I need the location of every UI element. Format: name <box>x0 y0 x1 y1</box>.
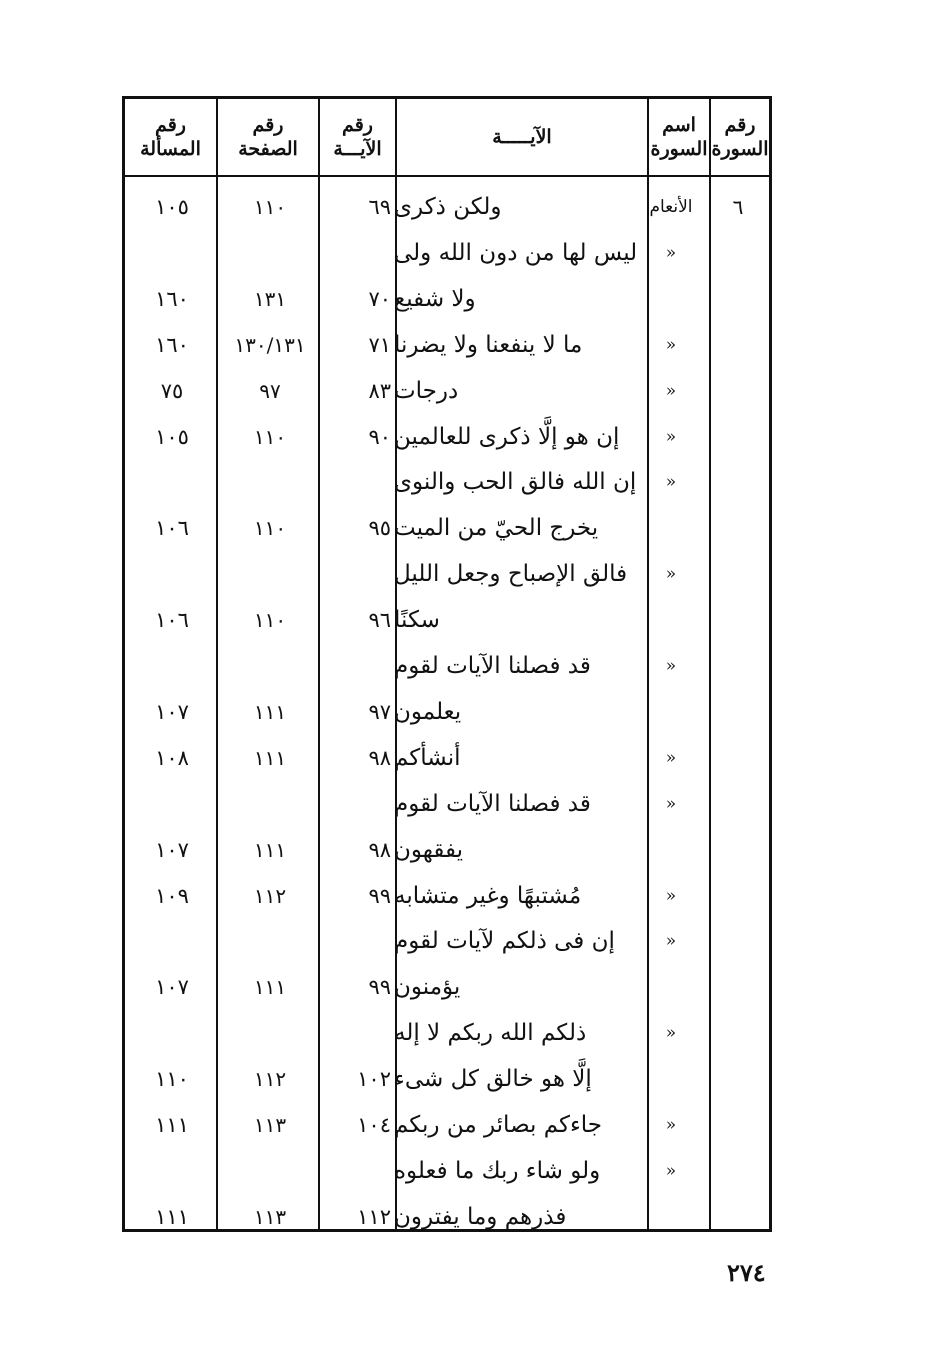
masala-number-cell: ١٠٧ <box>155 699 189 724</box>
surah-number-cell <box>707 459 769 505</box>
aya-number-cell: ٩٩ <box>368 883 391 908</box>
table-row <box>125 735 769 781</box>
page-number-cell: ٩٧ <box>259 378 281 403</box>
masala-number-cell <box>125 918 219 964</box>
masala-number-cell: ٧٥ <box>160 378 184 403</box>
page-number-cell <box>220 918 320 964</box>
verse-cell: سكنًا <box>394 607 440 634</box>
index-table <box>122 96 772 1232</box>
header-surah-name <box>649 99 709 175</box>
masala-number-cell: ١٠٦ <box>155 516 189 541</box>
masala-number-cell: ١١١ <box>155 1204 189 1229</box>
surah-number-cell <box>707 230 769 276</box>
page-number-cell: ١٣١ <box>253 286 287 311</box>
page-number: ٢٧٤ <box>727 1258 766 1287</box>
aya-number-cell <box>321 230 397 276</box>
table-row <box>125 597 769 643</box>
surah-number-cell: ٦ <box>732 195 744 219</box>
page-number-cell: ١٣٠/١٣١ <box>234 332 306 357</box>
page-number-cell: ١١١ <box>253 837 287 862</box>
surah-number-cell <box>707 414 769 460</box>
surah-name-cell: » <box>665 380 677 401</box>
surah-name-cell: » <box>665 793 677 814</box>
surah-number-cell <box>707 1056 769 1102</box>
page-number-cell: ١١٠ <box>253 195 287 219</box>
table-row <box>125 230 769 276</box>
verse-cell: قد فصلنا الآيات لقوم <box>394 790 591 817</box>
masala-number-cell <box>125 643 219 689</box>
surah-name-cell: » <box>665 472 677 493</box>
aya-number-cell <box>321 643 397 689</box>
surah-number-cell <box>707 643 769 689</box>
verse-cell: ولو شاء ربك ما فعلوه <box>394 1157 601 1184</box>
header-aya-number-line1: رقم <box>342 114 373 136</box>
page-number-cell <box>220 781 320 827</box>
surah-name-cell <box>636 505 706 551</box>
surah-name-cell <box>636 689 706 735</box>
surah-number-cell <box>707 1194 769 1240</box>
aya-number-cell: ٦٩ <box>368 195 391 219</box>
masala-number-cell: ١٦٠ <box>155 332 189 357</box>
verse-cell: يعلمون <box>394 698 462 725</box>
aya-number-cell: ٧٠ <box>368 286 391 311</box>
surah-number-cell <box>707 827 769 873</box>
masala-number-cell: ١٠٧ <box>155 975 189 1000</box>
header-aya-number-line2: الآيـــة <box>333 138 382 160</box>
aya-number-cell: ٩٠ <box>368 424 391 449</box>
table-row <box>125 689 769 735</box>
header-surah-number-line1: رقم <box>724 114 756 136</box>
verse-cell: قد فصلنا الآيات لقوم <box>394 653 591 679</box>
aya-number-cell: ٩٨ <box>368 745 391 770</box>
table-row <box>125 414 769 460</box>
table-row <box>125 827 769 873</box>
header-aya-number <box>320 99 395 175</box>
surah-number-cell <box>707 597 769 643</box>
verse-cell: ليس لها من دون الله ولى <box>394 239 638 266</box>
table-row <box>125 505 769 551</box>
verse-cell: جاءكم بصائر من ربكم <box>394 1112 603 1138</box>
verse-cell: يخرج الحيّ من الميت <box>394 515 599 542</box>
table-row <box>125 964 769 1010</box>
table-row <box>125 1148 769 1194</box>
surah-name-cell <box>636 276 706 322</box>
aya-number-cell: ٩٦ <box>368 608 391 633</box>
page-number-cell: ١١١ <box>253 975 287 1000</box>
page-number-cell <box>220 643 320 689</box>
page-number-cell <box>220 459 320 505</box>
page-number-cell <box>220 230 320 276</box>
surah-number-cell <box>707 689 769 735</box>
verse-cell: يؤمنون <box>394 974 461 1001</box>
table-row <box>125 322 769 368</box>
verse-cell: إن هو إلَّا ذكرى للعالمين <box>394 423 620 450</box>
surah-name-cell: » <box>665 334 677 355</box>
surah-number-cell <box>707 918 769 964</box>
masala-number-cell: ١٠٦ <box>155 608 189 633</box>
table-row <box>125 918 769 964</box>
masala-number-cell: ١١٠ <box>155 1067 189 1092</box>
surah-name-cell <box>636 597 706 643</box>
page-number-cell: ١١٠ <box>253 424 287 449</box>
verse-cell: إن فى ذلكم لآيات لقوم <box>394 928 615 955</box>
aya-number-cell <box>321 1148 397 1194</box>
masala-number-cell <box>125 1010 219 1056</box>
surah-name-cell <box>636 1056 706 1102</box>
masala-number-cell <box>125 230 219 276</box>
aya-number-cell <box>321 918 397 964</box>
surah-name-cell: » <box>665 1023 677 1044</box>
table-row <box>125 276 769 322</box>
aya-number-cell: ١٠٤ <box>357 1113 391 1137</box>
page-number-cell: ١١٠ <box>253 608 287 633</box>
table-row <box>125 459 769 505</box>
page-number-cell: ١١٣ <box>253 1113 287 1137</box>
header-page-number-line1: رقم <box>252 114 284 136</box>
aya-number-cell: ١١٢ <box>357 1204 391 1229</box>
surah-number-cell <box>707 276 769 322</box>
surah-name-cell: » <box>665 656 677 676</box>
verse-cell: إن الله فالق الحب والنوى <box>394 469 637 496</box>
aya-number-cell: ٩٨ <box>368 837 391 862</box>
masala-number-cell <box>125 551 219 597</box>
table-row <box>125 643 769 689</box>
surah-number-cell <box>707 781 769 827</box>
surah-number-cell <box>707 964 769 1010</box>
surah-name-cell: » <box>665 564 677 585</box>
verse-cell: ولا شفيع <box>394 285 476 312</box>
header-surah-name-line2: السورة <box>650 138 708 160</box>
surah-name-cell: » <box>665 1115 677 1135</box>
masala-number-cell: ١٦٠ <box>155 286 189 311</box>
aya-number-cell: ٧١ <box>368 332 391 357</box>
surah-name-cell: » <box>665 747 677 768</box>
surah-name-cell <box>636 964 706 1010</box>
surah-number-cell <box>707 1148 769 1194</box>
verse-cell: ما لا ينفعنا ولا يضرنا <box>394 331 583 358</box>
verse-cell: إلَّا هو خالق كل شىء <box>394 1066 592 1093</box>
header-divider <box>125 175 769 177</box>
header-page-number <box>218 99 318 175</box>
table-row <box>125 873 769 919</box>
table-row <box>125 1194 769 1240</box>
page-number-cell: ١١٠ <box>253 516 287 541</box>
verse-cell: أنشأكم <box>394 744 461 771</box>
verse-cell: يفقهون <box>394 836 464 863</box>
aya-number-cell <box>321 781 397 827</box>
masala-number-cell: ١٠٥ <box>155 195 189 219</box>
table-row <box>125 551 769 597</box>
surah-number-cell <box>707 1010 769 1056</box>
aya-number-cell <box>321 551 397 597</box>
verse-cell: فالق الإصباح وجعل الليل <box>394 561 628 588</box>
surah-number-cell <box>707 735 769 781</box>
page-number-cell: ١١١ <box>253 699 287 724</box>
aya-number-cell: ٨٣ <box>368 378 391 403</box>
header-verse-label: الآيـــــة <box>492 126 552 148</box>
verse-cell: ولكن ذكرى <box>394 194 502 220</box>
surah-name-cell: » <box>665 426 677 447</box>
masala-number-cell <box>125 781 219 827</box>
page-number-cell <box>220 551 320 597</box>
masala-number-cell: ١١١ <box>155 1113 189 1137</box>
masala-number-cell: ١٠٩ <box>155 883 189 908</box>
surah-number-cell <box>707 505 769 551</box>
masala-number-cell: ١٠٥ <box>155 424 189 449</box>
page-number-cell: ١١٢ <box>253 883 287 908</box>
surah-name-cell: » <box>665 885 677 906</box>
header-verse <box>397 99 647 175</box>
table-row <box>125 781 769 827</box>
surah-number-cell <box>707 551 769 597</box>
header-page-number-line2: الصفحة <box>238 138 298 160</box>
header-surah-number-line2: السورة <box>711 138 769 160</box>
page-number-cell: ١١٣ <box>253 1204 287 1229</box>
page-number-cell: ١١١ <box>253 745 287 770</box>
surah-name-cell: » <box>665 1160 677 1181</box>
header-masala-number <box>125 99 216 175</box>
masala-number-cell <box>125 459 219 505</box>
surah-number-cell <box>707 368 769 414</box>
aya-number-cell: ٩٧ <box>368 699 391 724</box>
aya-number-cell: ٩٥ <box>368 516 391 541</box>
surah-name-cell <box>636 827 706 873</box>
masala-number-cell: ١٠٧ <box>155 837 189 862</box>
header-surah-number <box>711 99 769 175</box>
page-number-cell: ١١٢ <box>253 1067 287 1092</box>
surah-name-cell: الأنعام <box>649 197 693 217</box>
table-row <box>125 184 769 230</box>
verse-cell: درجات <box>394 377 459 404</box>
masala-number-cell <box>125 1148 219 1194</box>
surah-number-cell <box>707 322 769 368</box>
surah-number-cell <box>707 1102 769 1148</box>
verse-cell: مُشتبهًا وغير متشابه <box>394 882 582 909</box>
surah-name-cell: » <box>665 242 677 263</box>
aya-number-cell: ٩٩ <box>368 975 391 1000</box>
page-number-cell <box>220 1010 320 1056</box>
surah-name-cell <box>636 1194 706 1240</box>
header-surah-name-line1: اسم <box>662 114 696 136</box>
aya-number-cell <box>321 459 397 505</box>
surah-name-cell: » <box>665 931 677 952</box>
aya-number-cell <box>321 1010 397 1056</box>
table-row <box>125 1056 769 1102</box>
table-row <box>125 368 769 414</box>
aya-number-cell: ١٠٢ <box>357 1067 391 1092</box>
verse-cell: ذلكم الله ربكم لا إله <box>394 1020 587 1047</box>
header-masala-number-line2: المسألة <box>140 138 201 160</box>
table-row <box>125 1010 769 1056</box>
header-masala-number-line1: رقم <box>155 114 186 136</box>
verse-cell: فذرهم وما يفترون <box>394 1203 567 1230</box>
page-number-cell <box>220 1148 320 1194</box>
table-row <box>125 1102 769 1148</box>
surah-number-cell <box>707 873 769 919</box>
masala-number-cell: ١٠٨ <box>155 745 189 770</box>
